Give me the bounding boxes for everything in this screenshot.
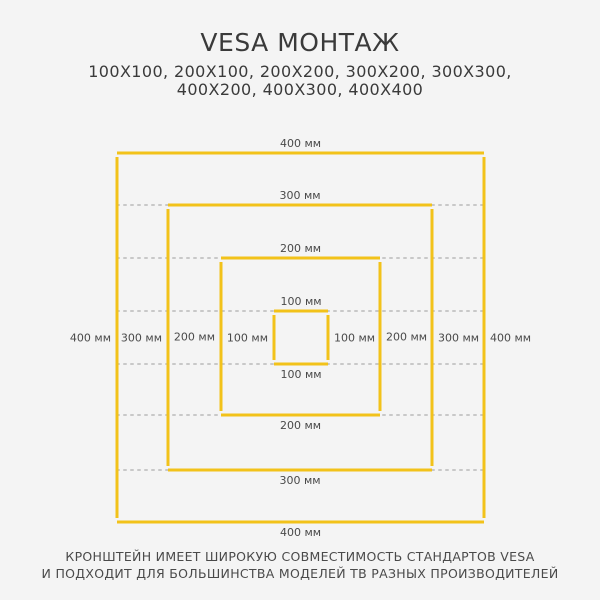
square-4-left-label: 100 мм <box>226 331 268 345</box>
square-3-top-label: 200 мм <box>279 242 322 255</box>
square-3-bottom-label: 200 мм <box>279 419 322 432</box>
square-3-right-label: 200 мм <box>386 330 428 344</box>
square-1-bottom-label: 400 мм <box>279 526 322 539</box>
square-4-right-label: 100 мм <box>334 331 376 345</box>
footer-line-1: КРОНШТЕЙН ИМЕЕТ ШИРОКУЮ СОВМЕСТИМОСТЬ СТАНДАРТОВ VESA <box>65 549 535 564</box>
footer-line-2: И ПОДХОДИТ ДЛЯ БОЛЬШИНСТВА МОДЕЛЕЙ ТВ РАЗНЫХ ПРОИЗВОДИТЕЛЕЙ <box>41 566 559 581</box>
square-4-top-label: 100 мм <box>280 295 322 308</box>
square-4-bottom-label: 100 мм <box>280 368 322 381</box>
square-1-left-label: 400 мм <box>69 331 111 345</box>
square-3-left-label: 200 мм <box>173 330 215 344</box>
square-2-left-label: 300 мм <box>120 331 162 345</box>
square-1-top-label: 400 мм <box>279 137 322 150</box>
supported-sizes-line-2: 400X200, 400X300, 400X400 <box>176 80 424 99</box>
square-1-right-label: 400 мм <box>490 331 532 345</box>
page-title: VESA МОНТАЖ <box>200 28 400 57</box>
supported-sizes-line-1: 100X100, 200X100, 200X200, 300X200, 300X300, <box>88 62 512 81</box>
square-2-right-label: 300 мм <box>438 331 480 345</box>
square-2-bottom-label: 300 мм <box>279 474 321 487</box>
square-2-top-label: 300 мм <box>279 189 321 202</box>
